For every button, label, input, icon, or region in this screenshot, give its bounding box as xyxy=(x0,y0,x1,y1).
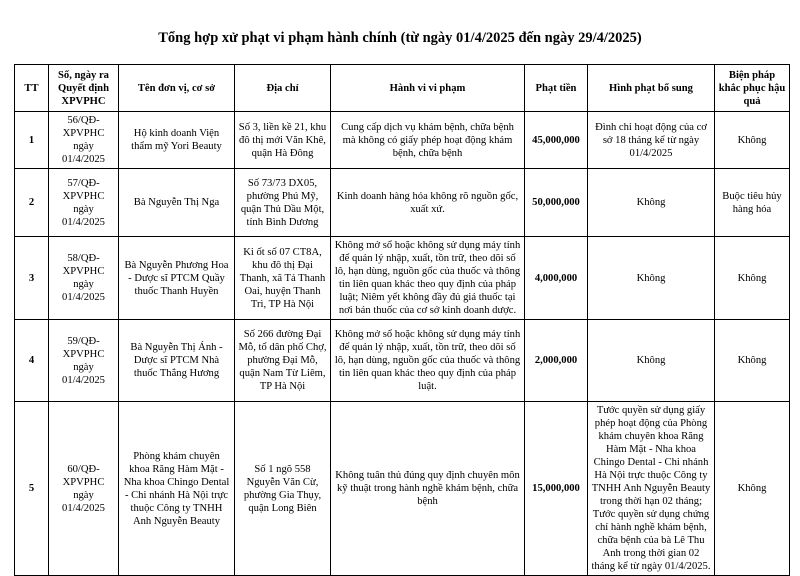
violation-cell: Không tuân thủ đúng quy định chuyên môn kỹ thuật trong hành nghề khám bệnh, chữa bệnh xyxy=(331,402,525,576)
table-header-row xyxy=(15,65,790,112)
fine-cell: 15,000,000 xyxy=(525,402,588,576)
header-fine: Phạt tiền xyxy=(525,65,588,112)
fine-cell: 50,000,000 xyxy=(525,169,588,237)
fine-cell: 2,000,000 xyxy=(525,320,588,402)
violation-cell: Không mở sổ hoặc không sử dụng máy tính để quản lý nhập, xuất, tồn trữ, theo dõi số lô, hạn dùng, nguồn gốc của thuốc và thông tin liên quan khác theo quy định của pháp luật; Niêm yết không đầy đủ giá thuốc tại nơi bán thuốc của cơ sở kinh doanh dược. xyxy=(331,237,525,320)
header-violation: Hành vi vi phạm xyxy=(331,65,525,112)
decision-cell: 58/QĐ-XPVPHC ngày 01/4/2025 xyxy=(49,237,119,320)
address-cell: Số 266 đường Đại Mỗ, tổ dân phố Chợ, phường Đại Mỗ, quận Nam Từ Liêm, TP Hà Nội xyxy=(235,320,331,402)
fine-cell: 45,000,000 xyxy=(525,112,588,169)
decision-cell: 56/QĐ-XPVPHC ngày 01/4/2025 xyxy=(49,112,119,169)
remedy-cell: Không xyxy=(715,237,790,320)
header-tt: TT xyxy=(15,65,49,112)
table-row xyxy=(15,112,790,169)
extra-penalty-cell: Không xyxy=(588,237,715,320)
row-number: 3 xyxy=(15,237,49,320)
row-number: 4 xyxy=(15,320,49,402)
decision-cell: 57/QĐ-XPVPHC ngày 01/4/2025 xyxy=(49,169,119,237)
extra-penalty-cell: Tước quyền sử dụng giấy phép hoạt động của Phòng khám chuyên khoa Răng Hàm Mặt - Nha khoa Chingo Dental - Chi nhánh Hà Nội trực thuộc Công ty TNHH Anh Nguyễn Beauty trong thời hạn 02 tháng; Tước quyền sử dụng chứng chỉ hành nghề khám bệnh, chữa bệnh của bà Lê Thu Anh trong thời gian 02 tháng kể từ ngày 01/4/2025. xyxy=(588,402,715,576)
fine-cell: 4,000,000 xyxy=(525,237,588,320)
remedy-cell: Không xyxy=(715,402,790,576)
table-row xyxy=(15,320,790,402)
remedy-cell: Buộc tiêu hủy hàng hóa xyxy=(715,169,790,237)
header-extra-penalty: Hình phạt bổ sung xyxy=(588,65,715,112)
header-decision: Số, ngày ra Quyết định XPVPHC xyxy=(49,65,119,112)
table-row xyxy=(15,169,790,237)
unit-cell: Hộ kinh doanh Viện thẩm mỹ Yori Beauty xyxy=(119,112,235,169)
row-number: 1 xyxy=(15,112,49,169)
row-number: 5 xyxy=(15,402,49,576)
header-remedy: Biện pháp khắc phục hậu quả xyxy=(715,65,790,112)
remedy-cell: Không xyxy=(715,320,790,402)
address-cell: Ki ốt số 07 CT8A, khu đô thị Đại Thanh, xã Tả Thanh Oai, huyện Thanh Trì, TP Hà Nội xyxy=(235,237,331,320)
address-cell: Số 1 ngõ 558 Nguyễn Văn Cừ, phường Gia Thụy, quận Long Biên xyxy=(235,402,331,576)
violation-cell: Kinh doanh hàng hóa không rõ nguồn gốc, xuất xứ. xyxy=(331,169,525,237)
violation-cell: Cung cấp dịch vụ khám bệnh, chữa bệnh mà không có giấy phép hoạt động khám bệnh, chữa bệnh xyxy=(331,112,525,169)
unit-cell: Phòng khám chuyên khoa Răng Hàm Mặt - Nha khoa Chingo Dental - Chi nhánh Hà Nội trực thuộc Công ty TNHH Anh Nguyễn Beauty xyxy=(119,402,235,576)
decision-cell: 60/QĐ-XPVPHC ngày 01/4/2025 xyxy=(49,402,119,576)
unit-cell: Bà Nguyễn Phương Hoa - Dược sĩ PTCM Quầy thuốc Thanh Huyền xyxy=(119,237,235,320)
address-cell: Số 3, liền kề 21, khu đô thị mới Văn Khê, quận Hà Đông xyxy=(235,112,331,169)
violation-cell: Không mở sổ hoặc không sử dụng máy tính để quản lý nhập, xuất, tồn trữ, theo dõi số lô, hạn dùng, nguồn gốc của thuốc và thông tin liên quan khác theo quy định của pháp luật. xyxy=(331,320,525,402)
remedy-cell: Không xyxy=(715,112,790,169)
table-row xyxy=(15,237,790,320)
extra-penalty-cell: Đình chỉ hoạt động của cơ sở 18 tháng kể từ ngày 01/4/2025 xyxy=(588,112,715,169)
header-unit: Tên đơn vị, cơ sở xyxy=(119,65,235,112)
address-cell: Số 73/73 DX05, phường Phú Mỹ, quận Thủ Dầu Một, tỉnh Bình Dương xyxy=(235,169,331,237)
extra-penalty-cell: Không xyxy=(588,320,715,402)
unit-cell: Bà Nguyễn Thị Ánh - Dược sĩ PTCM Nhà thuốc Thắng Hương xyxy=(119,320,235,402)
extra-penalty-cell: Không xyxy=(588,169,715,237)
row-number: 2 xyxy=(15,169,49,237)
table-row xyxy=(15,402,790,576)
page-title: Tổng hợp xử phạt vi phạm hành chính (từ ngày 01/4/2025 đến ngày 29/4/2025) xyxy=(158,30,642,46)
unit-cell: Bà Nguyễn Thị Nga xyxy=(119,169,235,237)
decision-cell: 59/QĐ-XPVPHC ngày 01/4/2025 xyxy=(49,320,119,402)
header-address: Địa chỉ xyxy=(235,65,331,112)
violations-table xyxy=(14,64,790,576)
